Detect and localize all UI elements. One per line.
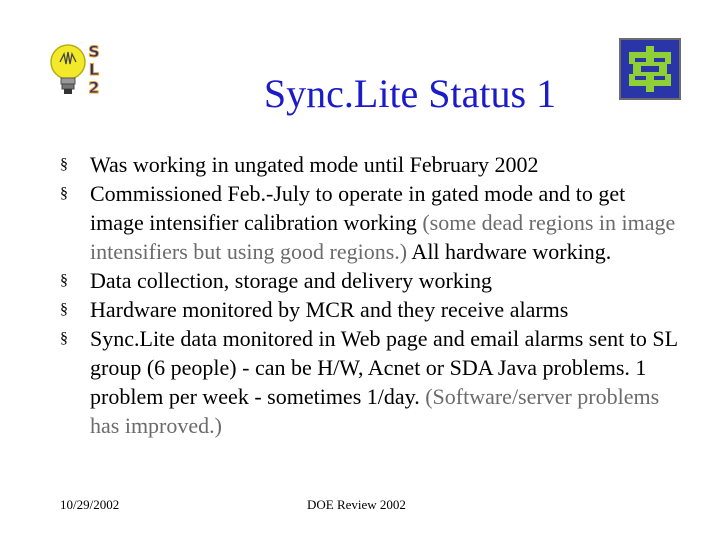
- bullet-text: Was working in ungated mode until February 2002: [90, 152, 539, 177]
- bullet-note: (Software/server problems has improved.): [90, 384, 660, 438]
- bullet-item: [60, 295, 680, 324]
- bullet-marker-icon: §: [60, 330, 68, 347]
- slide-title: Sync.Lite Status 1: [263, 71, 557, 116]
- bullet-list: [60, 150, 680, 440]
- bullet-text: Sync.Lite data monitored in Web page and email alarms sent to SL group (6 people) - can be H/W, Acnet or SDA Java problems. 1 problem per week - sometimes 1/day.: [90, 326, 678, 409]
- bullet-marker-icon: §: [60, 156, 68, 173]
- bullet-text: Data collection, storage and delivery working: [90, 268, 492, 293]
- bullet-item: [60, 266, 680, 295]
- sl2-letter-s: S: [88, 42, 100, 61]
- bullet-marker-icon: §: [60, 301, 68, 318]
- sl2-letter-2: 2: [88, 78, 100, 97]
- bullet-marker-icon: §: [60, 272, 68, 289]
- bullet-note: (some dead regions in image intensifiers but using good regions.): [90, 210, 676, 264]
- footer-title: DOE Review 2002: [307, 497, 406, 512]
- sl2-letter-l: L: [88, 60, 100, 79]
- bullet-item: [60, 150, 680, 179]
- bullet-item: [60, 324, 680, 440]
- bullet-item: [60, 179, 680, 266]
- footer-date: 10/29/2002: [60, 497, 120, 512]
- bullet-marker-icon: §: [60, 185, 68, 202]
- bullet-tail: All hardware working.: [407, 239, 612, 264]
- bullet-text: Commissioned Feb.-July to operate in gated mode and to get image intensifier calibration working: [90, 181, 626, 235]
- bullet-text: Hardware monitored by MCR and they receive alarms: [90, 297, 569, 322]
